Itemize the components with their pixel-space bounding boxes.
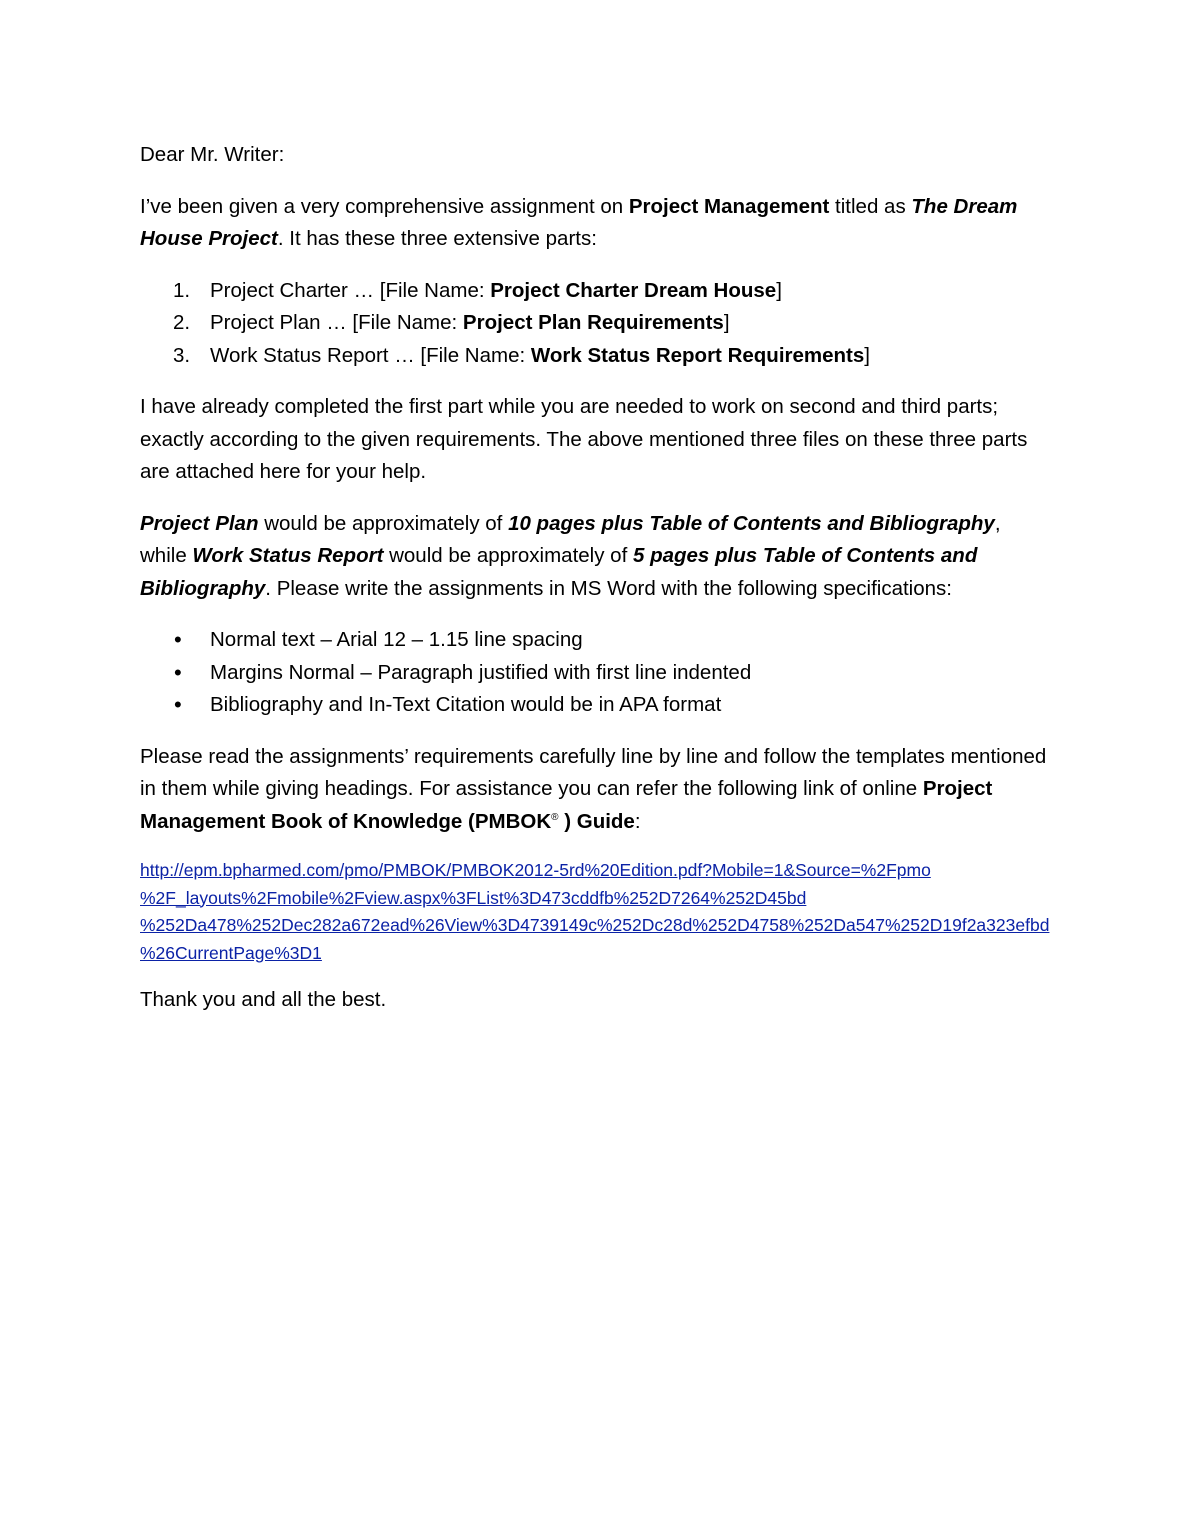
list-item (140, 624, 1050, 657)
part-end: ] (864, 343, 870, 367)
list-number: 2. (173, 311, 191, 334)
specification-text: Bibliography and In-Text Citation would be in APA format (210, 693, 722, 716)
pmbok-link[interactable] (140, 857, 1050, 967)
reference-colon: : (634, 809, 641, 833)
link-line: %252Da478%252Dec282a672ead%26View%3D4739149c%252Dc28d%252D4758%252Da547%252D19f2a323efbd (140, 915, 1050, 935)
reference-book-guide: ) Guide (558, 809, 635, 833)
intro-project-title: The Dream House Project (140, 194, 1018, 250)
bullet-icon: • (174, 659, 182, 685)
specification-text: Margins Normal – Paragraph justified with first line indented (210, 660, 752, 684)
scope-text-3: would be approximately of (383, 544, 633, 567)
closing: Thank you and all the best. (140, 988, 387, 1011)
letter-page (140, 139, 1050, 1036)
scope-plan-length: 10 pages plus Table of Contents and Bibliography (508, 511, 995, 535)
link-line: http://epm.bpharmed.com/pmo/PMBOK/PMBOK2012-5rd%20Edition.pdf?Mobile=1&Source=%2Fpmo (140, 860, 931, 880)
scope-paragraph (140, 508, 1050, 606)
intro-text-3: . It has these three extensive parts: (277, 227, 597, 250)
part-end: ] (723, 311, 730, 334)
parts-list (140, 275, 1050, 373)
link-line: %26CurrentPage%3D1 (140, 942, 322, 963)
part-label: Work Status Report … [File Name: (210, 343, 531, 367)
list-item (140, 340, 1050, 373)
part-end: ] (776, 278, 782, 302)
salutation: Dear Mr. Writer: (140, 143, 285, 166)
reference-paragraph (140, 741, 1050, 839)
scope-project-plan: Project Plan (140, 511, 259, 535)
part-file-name: Project Charter Dream House (490, 278, 777, 302)
part-file-name: Work Status Report Requirements (530, 343, 865, 367)
registered-mark: ® (551, 811, 559, 823)
pmbok-link-block (140, 857, 1050, 967)
specification-text: Normal text – Arial 12 – 1.15 line spacing (210, 628, 583, 651)
specifications-list (140, 624, 1050, 722)
list-item (140, 689, 1050, 722)
intro-paragraph (140, 191, 1050, 256)
bullet-icon: • (174, 627, 182, 652)
scope-text-1: would be approximately of (258, 511, 509, 535)
list-item (140, 657, 1050, 690)
intro-text-1: I’ve been given a very comprehensive assignment on (140, 194, 629, 218)
scope-work-status-report: Work Status Report (192, 544, 384, 567)
part-file-name: Project Plan Requirements (462, 311, 724, 334)
list-item (140, 307, 1050, 340)
reference-text: Please read the assignments’ requirements carefully line by line and follow the templates mentioned in them while giving headings. For assistance you can refer the following link of online (140, 744, 1047, 800)
intro-subject: Project Management (628, 194, 830, 218)
scope-text-2: , while (140, 511, 1001, 567)
scope-text-4: . Please write the assignments in MS Word with the following specifications: (265, 576, 952, 600)
part-label: Project Charter … [File Name: (210, 278, 491, 302)
list-number: 1. (173, 278, 191, 302)
list-item (140, 275, 1050, 308)
scope-report-length: 5 pages plus Table of Contents and Bibliography (140, 544, 978, 600)
bullet-icon: • (174, 692, 182, 717)
status-paragraph: I have already completed the first part while you are needed to work on second and third parts; exactly according to the given requirements. The above mentioned three files on these three parts are attached here for your help. (140, 395, 1028, 483)
intro-text-2: titled as (829, 194, 912, 218)
reference-book-title: Project Management Book of Knowledge (PMBOK (140, 777, 993, 833)
link-line: %2F_layouts%2Fmobile%2Fview.aspx%3FList%3D473cddfb%252D7264%252D45bd (140, 887, 807, 908)
list-number: 3. (173, 343, 191, 367)
part-label: Project Plan … [File Name: (210, 311, 463, 334)
